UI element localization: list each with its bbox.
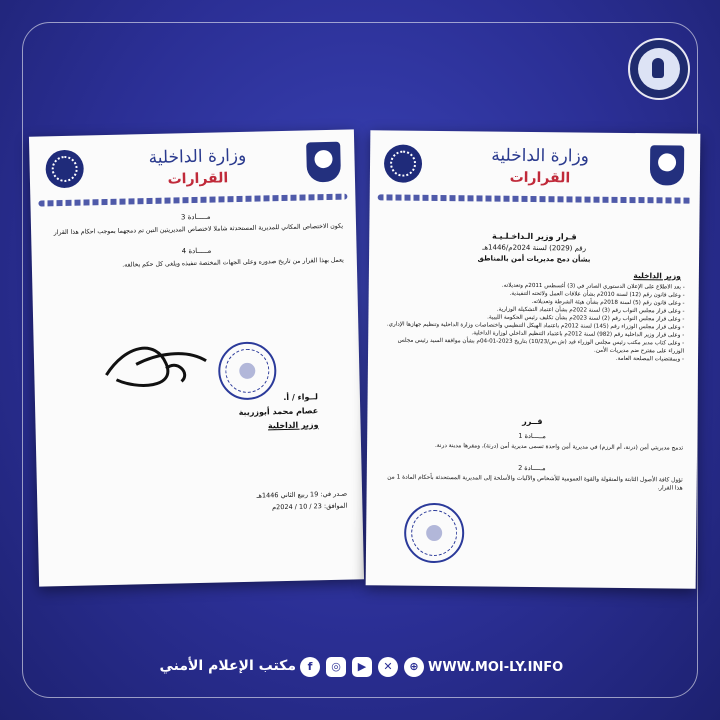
- youtube-icon[interactable]: ▶: [352, 657, 372, 677]
- preamble-list: [382, 280, 685, 363]
- corresponding-date: الموافق: 23 / 10 / 2024م: [272, 501, 348, 512]
- official-stamp: [404, 503, 465, 564]
- decision-number: رقم (2029) لسنة 2024م/1446هـ: [482, 243, 587, 253]
- chain-divider: [378, 194, 692, 203]
- decision-subject: بشأن دمج مديريات أمن بالمناطق: [477, 254, 591, 264]
- decision-title: قـرار وزير الـداخـلـيـة: [491, 231, 577, 242]
- globe-icon: ⊕: [404, 657, 424, 677]
- signature: [95, 333, 216, 396]
- decides-heading: قــرر: [522, 416, 543, 427]
- issued-date: صـدر في: 19 ربيع الثاني 1446هـ: [256, 489, 348, 500]
- ministry-emblem-icon: [628, 38, 690, 100]
- article-3-text: يكون الاختصاص المكاني للمديرية المستحدثة شاملا لاختصاص المديريتين التين تم دمجهما بموجب احكام هذا القرار: [53, 222, 344, 237]
- preamble-item: - وعلى قانون رقم (12) لسنة 2010م بشأن علاقات العمل ولائحته التنفيذية.: [509, 290, 685, 299]
- article-3-title: مـــــادة 3: [180, 212, 211, 222]
- preamble-item: - وعلى قانون رقم (5) لسنة 2018م بشأن هيئة الشرطة وتعديلاته.: [531, 298, 685, 307]
- article-1-title: مـــــادة 1: [518, 431, 546, 441]
- police-shield-icon: [306, 142, 341, 183]
- official-stamp: [218, 341, 277, 400]
- preamble-item: - وعلى قرار مجلس الوزراء رقم (145) لسنة 2012م باعتماد الهيكل التنظيمي واختصاصات وزارة الداخلية وتنظيم جهازها الإداري.: [386, 321, 685, 331]
- chain-divider: [38, 194, 347, 207]
- ministry-name: وزارة الداخلية: [491, 145, 590, 167]
- article-2-text: تؤول كافة الأصول الثابتة والمنقولة والقوة العمومية للأشخاص والآليات والأسلحة إلى المديرية المستحدثة بأحكام المادة 1 من هذا القرار.: [387, 474, 683, 492]
- signer-rank: لــواء / أ.: [283, 392, 319, 403]
- preamble-item: - وبمقتضيات المصلحة العامة.: [615, 355, 685, 363]
- preamble-item: - وعلى قرار مجلس النواب رقم (3) لسنة 2022م بشأن اعتماد التشكيلة الوزارية.: [496, 306, 685, 315]
- preamble-item: - وعلى قرار مجلس النواب رقم (2) لسنة 2023م بشأن تكليف رئيس الحكومة الليبية.: [487, 314, 685, 323]
- preamble-item: - بعد الاطلاع على الإعلان الدستوري الصادر في (3) أغسطس 2011م وتعديلاته.: [501, 282, 685, 291]
- page-header: [29, 129, 355, 204]
- article-4-title: مـــــادة 4: [181, 246, 212, 256]
- decision-page-2: [29, 129, 364, 586]
- x-icon[interactable]: ✕: [378, 657, 398, 677]
- article-4-text: يعمل بهذا القرار من تاريخ صدوره وعلى الجهات المختصة تنفيذه ويلغى كل حكم يخالفه.: [122, 256, 344, 269]
- decision-page-1: [366, 130, 701, 588]
- preamble-item: - وعلى قرار وزير الداخلية رقم (982) لسنة 2012م باعتماد التنظيم الداخلي لوزارة الداخلية.: [471, 330, 685, 339]
- decisions-heading: القرارات: [167, 170, 229, 188]
- police-shield-icon: [650, 145, 684, 185]
- preamble-item: - وعلى كتاب مدير مكتب رئيس مجلس الوزراء قيد (ش.س/10/23) بتاريخ 2023-01-04م بشأن موافقة السيد رئيس مجلس الوزراء على مقترح ضم مديريات الأمن.: [397, 337, 685, 355]
- article-1-text: تدمج مديريتي أمن (درنة، أم الرزم) في مديرية أمن واحدة تسمى مديرية أمن (درنة)، ومقرها مدينة درنة.: [434, 442, 684, 452]
- website-url[interactable]: WWW.MOI-LY.INFO: [428, 660, 564, 675]
- decisions-heading: القرارات: [509, 169, 571, 187]
- instagram-icon[interactable]: ◎: [326, 657, 346, 677]
- signer-title: وزير الداخلية: [267, 420, 319, 431]
- media-office-label: مكتب الإعلام الأمني: [159, 658, 296, 674]
- article-2-title: مـــــادة 2: [518, 463, 546, 473]
- footer-bar: [140, 656, 580, 680]
- ministry-name: وزارة الداخلية: [148, 145, 247, 169]
- ministry-seal-icon: [45, 150, 84, 189]
- minister-heading: وزير الداخلية: [633, 271, 681, 281]
- ministry-seal-icon: [384, 144, 422, 182]
- signer-name: عصام محمد أبوزريبة: [238, 406, 319, 418]
- page-header: [370, 130, 701, 201]
- facebook-icon[interactable]: f: [300, 657, 320, 677]
